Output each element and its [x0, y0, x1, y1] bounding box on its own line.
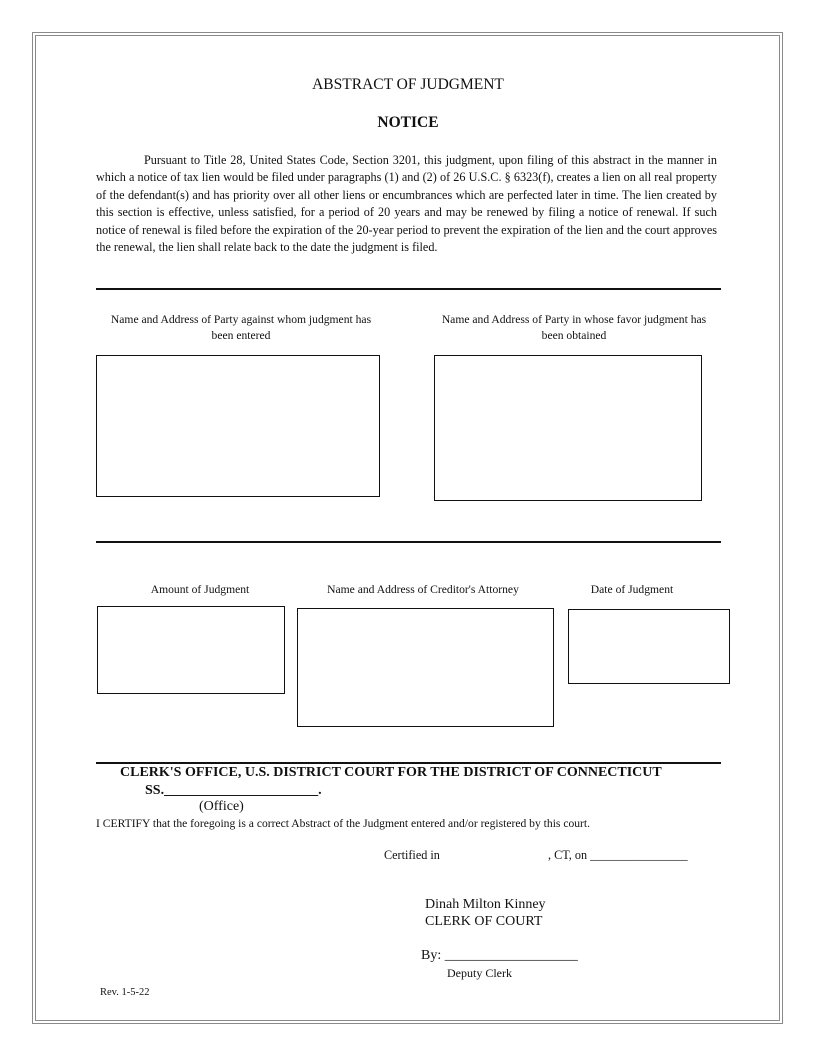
- amount-label: Amount of Judgment: [150, 583, 250, 596]
- clerk-office-heading: CLERK'S OFFICE, U.S. DISTRICT COURT FOR THE DISTRICT OF CONNECTICUT: [120, 765, 662, 780]
- signature-blank[interactable]: ___________________: [444, 948, 578, 963]
- certify-statement: I CERTIFY that the foregoing is a correct Abstract of the Judgment entered and/or registered by this court.: [96, 817, 591, 830]
- amount-box[interactable]: [97, 606, 285, 694]
- signature-line: [421, 948, 578, 964]
- favor-party-label: Name and Address of Party in whose favor judgment has been obtained: [441, 313, 707, 342]
- ss-line[interactable]: SS.______________________.: [145, 783, 322, 798]
- divider-top: [96, 288, 721, 290]
- certified-in-label: Certified in: [384, 848, 440, 862]
- certified-date-blank[interactable]: ________________: [590, 848, 688, 862]
- office-label: (Office): [199, 799, 244, 814]
- document-title: ABSTRACT OF JUDGMENT: [312, 76, 504, 93]
- date-box[interactable]: [568, 609, 730, 684]
- notice-heading: NOTICE: [377, 114, 439, 131]
- favor-party-box[interactable]: [434, 355, 702, 501]
- clerk-title: CLERK OF COURT: [425, 914, 543, 929]
- attorney-label: Name and Address of Creditor's Attorney: [327, 583, 519, 596]
- revision-label: Rev. 1-5-22: [100, 987, 150, 998]
- against-party-label: Name and Address of Party against whom judgment has been entered: [110, 313, 372, 342]
- notice-text: Pursuant to Title 28, United States Code, Section 3201, this judgment, upon filing of this abstract in the manner in which a notice of tax lien would be filed under paragraphs (1) and (2) of 26 U.S.C. § 6323(f), creates a lien on all real property of the defendant(s) and has priority over all other liens or encumbrances which are perfected later in time. The lien created by this section is effective, unless satisfied, for a period of 20 years and may be renewed by filing a notice of renewal. If such notice of renewal is filed before the expiration of the 20-year period to prevent the expiration of the lien and the court approves the renewal, the lien shall relate back to the date the judgment is filed.: [96, 153, 717, 255]
- ct-on-line: [548, 848, 688, 863]
- by-label: By:: [421, 948, 442, 963]
- date-label: Date of Judgment: [590, 583, 674, 596]
- ct-on-label: , CT, on: [548, 848, 588, 862]
- deputy-clerk-label: Deputy Clerk: [447, 966, 512, 980]
- against-party-box[interactable]: [96, 355, 380, 497]
- attorney-box[interactable]: [297, 608, 554, 727]
- divider-bottom: [96, 762, 721, 764]
- divider-middle: [96, 541, 721, 543]
- notice-paragraph: [96, 152, 717, 256]
- clerk-name: Dinah Milton Kinney: [425, 897, 546, 912]
